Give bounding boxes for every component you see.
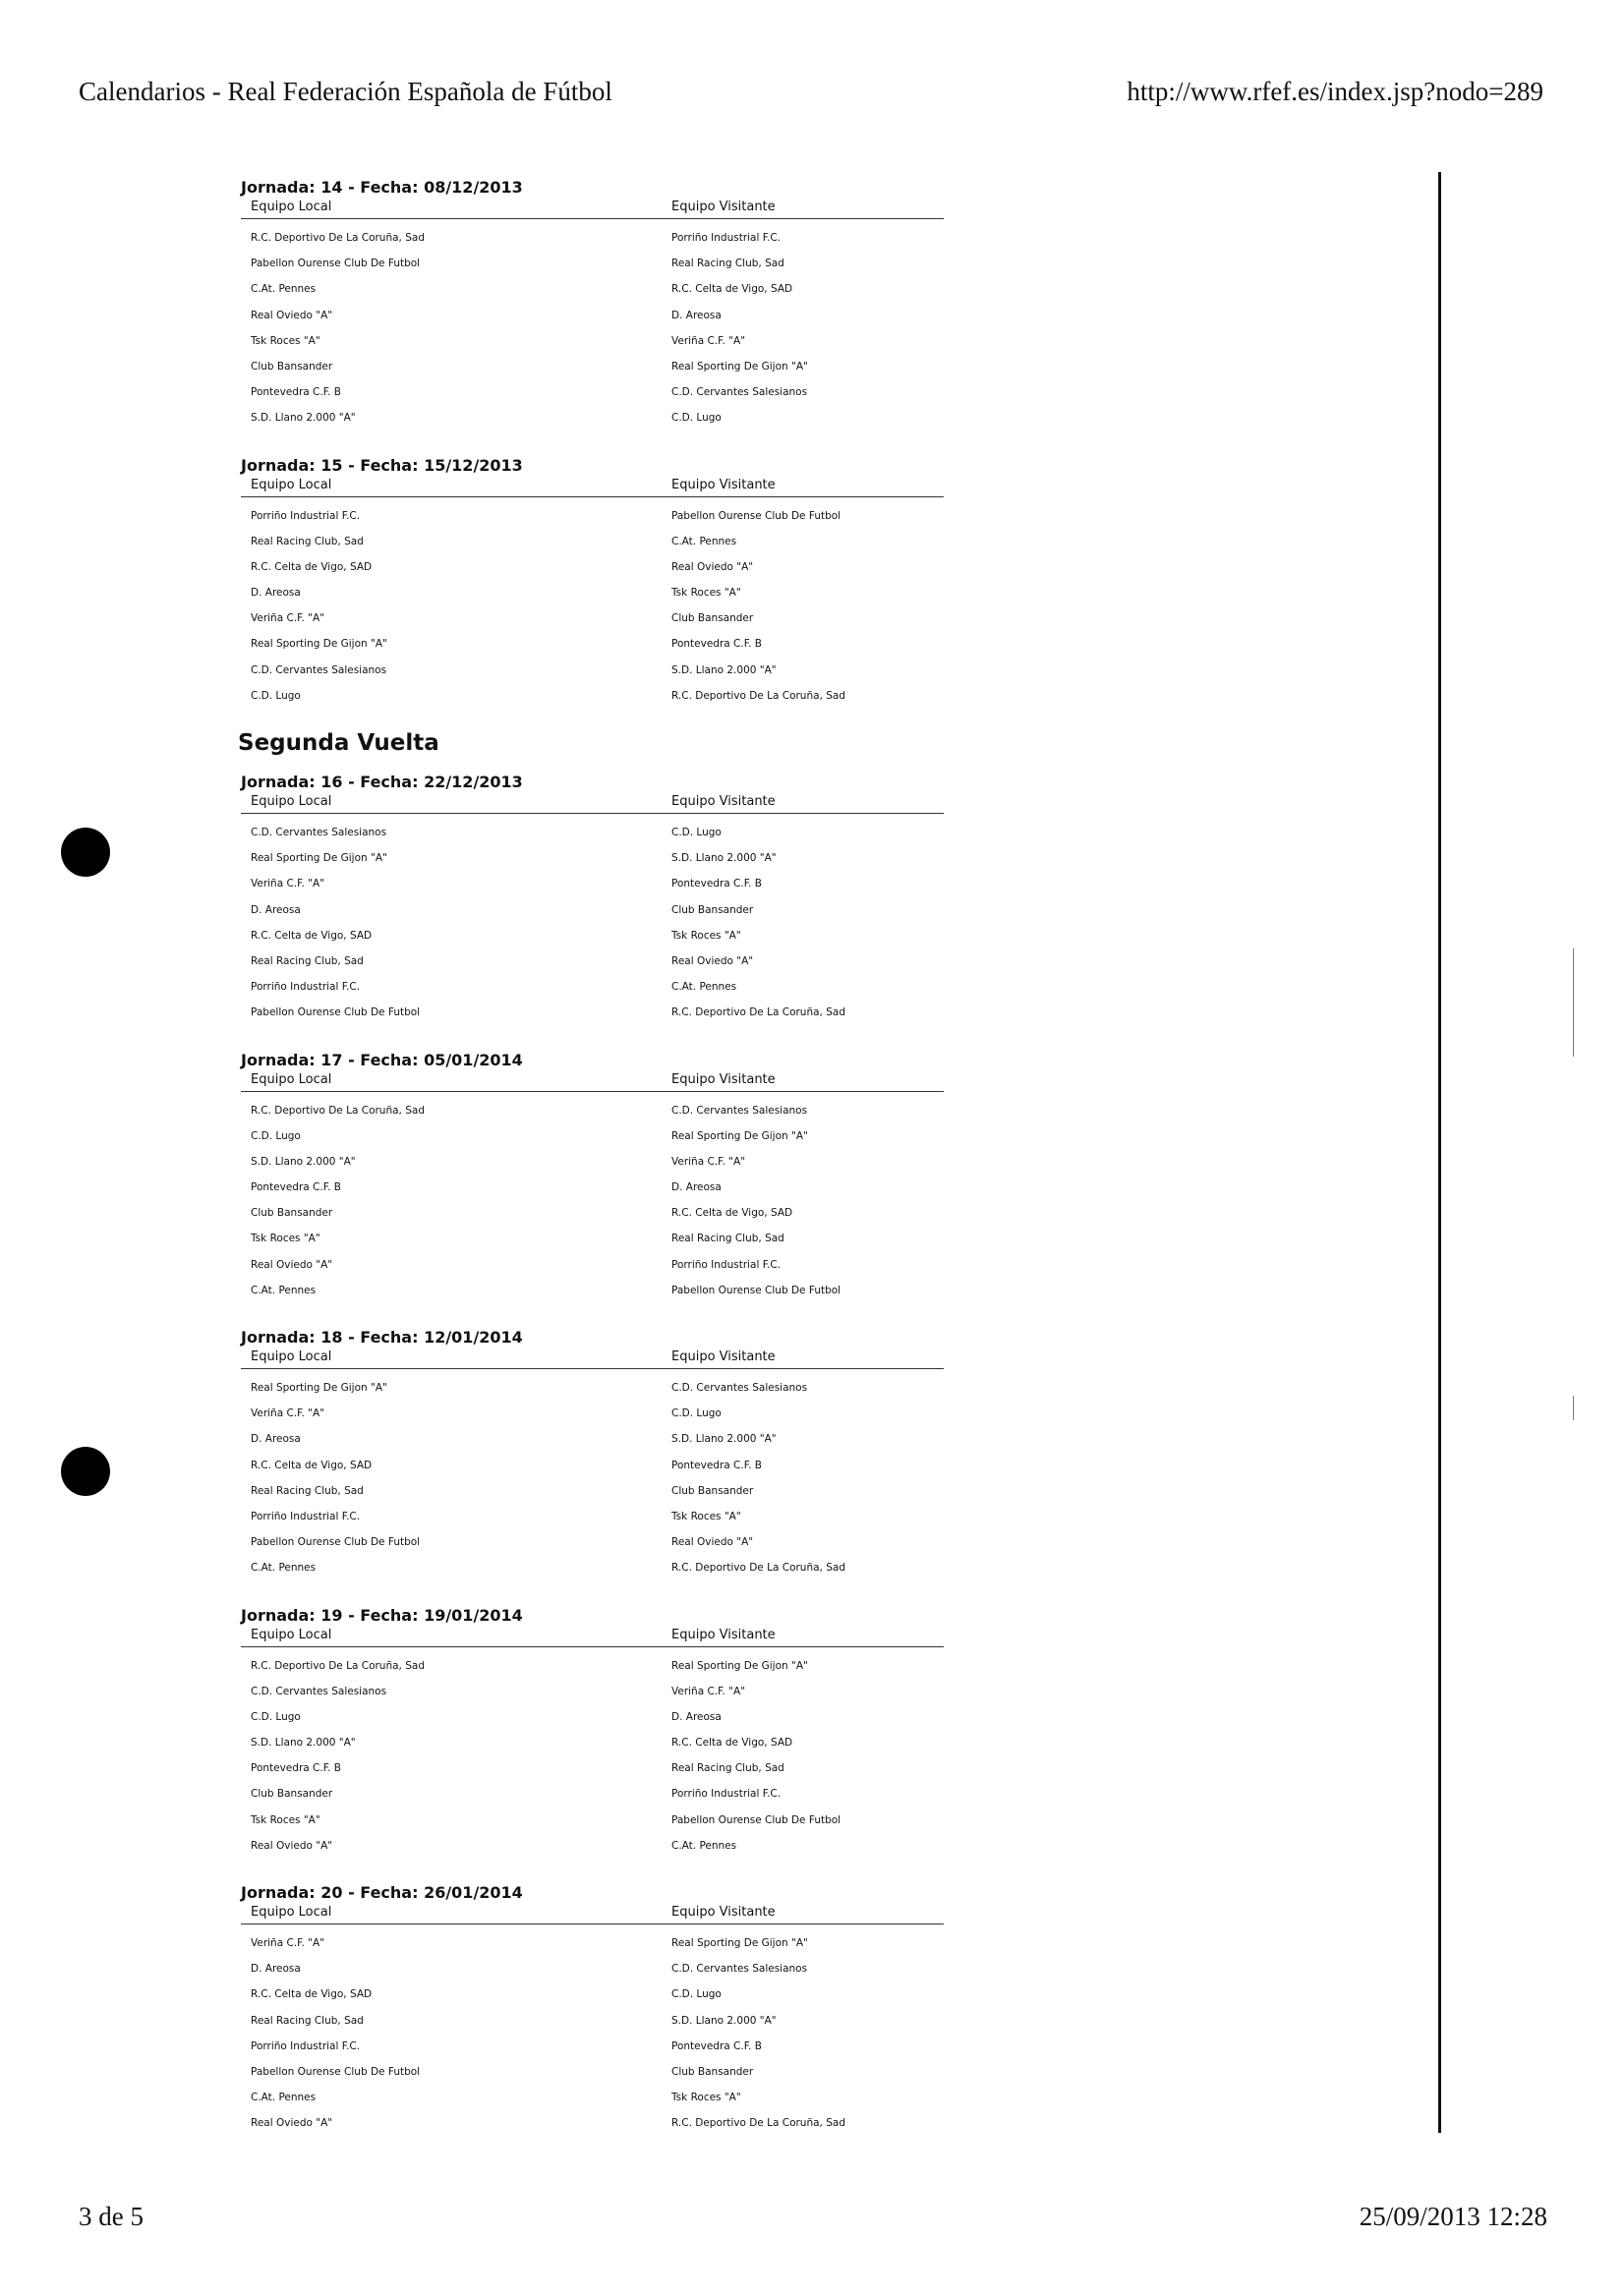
round-block: [241, 1050, 949, 1304]
home-team: Real Sporting De Gijon "A": [251, 852, 387, 865]
away-team: R.C. Celta de Vigo, SAD: [671, 1737, 793, 1750]
home-team: C.D. Lugo: [251, 689, 301, 702]
away-team: Real Racing Club, Sad: [671, 1762, 784, 1775]
away-team: Club Bansander: [671, 1484, 754, 1497]
scan-margin-line: [1438, 172, 1441, 2133]
column-header-local: Equipo Local: [251, 1349, 332, 1364]
match-row: [241, 1478, 949, 1504]
round-title: Jornada: 18 - Fecha: 12/01/2014: [241, 1328, 523, 1347]
match-row: [241, 1200, 949, 1226]
away-team: Real Oviedo "A": [671, 560, 754, 573]
round-title: Jornada: 15 - Fecha: 15/12/2013: [241, 455, 523, 475]
column-headers: [241, 199, 949, 216]
punch-hole: [61, 828, 110, 877]
match-row: [241, 1679, 949, 1704]
home-team: Real Racing Club, Sad: [251, 535, 364, 547]
match-row: [241, 303, 949, 328]
match-row: [241, 658, 949, 683]
home-team: Veriña C.F. "A": [251, 1407, 325, 1420]
away-team: C.D. Lugo: [671, 1988, 722, 2001]
home-team: Real Oviedo "A": [251, 2117, 333, 2130]
home-team: Veriña C.F. "A": [251, 878, 325, 890]
away-team: Real Racing Club, Sad: [671, 258, 784, 270]
round-block: [241, 772, 949, 1026]
round-title: Jornada: 19 - Fecha: 19/01/2014: [241, 1605, 523, 1625]
match-row: [241, 923, 949, 948]
home-team: D. Areosa: [251, 1433, 301, 1446]
home-team: R.C. Celta de Vigo, SAD: [251, 1459, 373, 1471]
home-team: Pontevedra C.F. B: [251, 1181, 341, 1194]
match-row: [241, 820, 949, 845]
match-row: [241, 328, 949, 354]
away-team: C.At. Pennes: [671, 981, 737, 994]
away-team: Veriña C.F. "A": [671, 1685, 746, 1697]
match-row: [241, 1098, 949, 1123]
match-row: [241, 379, 949, 405]
home-team: Pabellon Ourense Club De Futbol: [251, 2065, 421, 2078]
away-team: R.C. Deportivo De La Coruña, Sad: [671, 2117, 845, 2130]
round-title: Jornada: 20 - Fecha: 26/01/2014: [241, 1883, 523, 1902]
scan-mark: [1573, 948, 1574, 1057]
home-team: C.D. Lugo: [251, 1710, 301, 1723]
home-team: D. Areosa: [251, 1963, 301, 1976]
match-row: [241, 1781, 949, 1807]
home-team: Club Bansander: [251, 1788, 333, 1801]
home-team: D. Areosa: [251, 903, 301, 916]
away-team: Pontevedra C.F. B: [671, 638, 762, 651]
match-row: [241, 948, 949, 974]
page-number: 3 de 5: [79, 2202, 144, 2231]
away-team: R.C. Deportivo De La Coruña, Sad: [671, 1562, 845, 1575]
match-row: [241, 405, 949, 430]
match-row: [241, 2085, 949, 2110]
away-team: C.D. Cervantes Salesianos: [671, 1963, 808, 1976]
column-header-local: Equipo Local: [251, 1905, 332, 1920]
home-team: Porriño Industrial F.C.: [251, 1510, 361, 1522]
away-team: Real Sporting De Gijon "A": [671, 1937, 808, 1949]
home-team: R.C. Celta de Vigo, SAD: [251, 929, 373, 942]
away-team: Real Oviedo "A": [671, 1536, 754, 1549]
column-headers: [241, 1071, 949, 1089]
home-team: Real Racing Club, Sad: [251, 1484, 364, 1497]
match-row: [241, 1730, 949, 1755]
away-team: D. Areosa: [671, 1710, 722, 1723]
home-team: Veriña C.F. "A": [251, 612, 325, 625]
away-team: C.D. Lugo: [671, 412, 722, 425]
away-team: Pontevedra C.F. B: [671, 2039, 762, 2052]
home-team: S.D. Llano 2.000 "A": [251, 412, 356, 425]
away-team: Pontevedra C.F. B: [671, 878, 762, 890]
away-team: Pabellon Ourense Club De Futbol: [671, 509, 841, 522]
match-row: [241, 276, 949, 302]
page-header-url: http://www.rfef.es/index.jsp?nodo=289: [1127, 77, 1543, 106]
match-row: [241, 605, 949, 631]
home-team: Tsk Roces "A": [251, 1813, 320, 1826]
away-team: Real Sporting De Gijon "A": [671, 1129, 808, 1142]
match-row: [241, 354, 949, 379]
column-headers: [241, 793, 949, 811]
match-row: [241, 631, 949, 657]
away-team: Real Sporting De Gijon "A": [671, 1659, 808, 1672]
home-team: C.D. Lugo: [251, 1129, 301, 1142]
home-team: Real Racing Club, Sad: [251, 954, 364, 967]
away-team: Veriña C.F. "A": [671, 334, 746, 347]
away-team: R.C. Deportivo De La Coruña, Sad: [671, 689, 845, 702]
match-row: [241, 1555, 949, 1580]
match-row: [241, 2059, 949, 2085]
home-team: Pabellon Ourense Club De Futbol: [251, 1006, 421, 1019]
away-team: S.D. Llano 2.000 "A": [671, 852, 777, 865]
home-team: Real Racing Club, Sad: [251, 2014, 364, 2027]
home-team: Porriño Industrial F.C.: [251, 509, 361, 522]
match-row: [241, 871, 949, 896]
column-header-local: Equipo Local: [251, 200, 332, 214]
header-divider: [241, 218, 944, 219]
away-team: C.D. Cervantes Salesianos: [671, 1104, 808, 1117]
away-team: Porriño Industrial F.C.: [671, 1258, 782, 1271]
header-divider: [241, 1368, 944, 1369]
match-row: [241, 1401, 949, 1426]
away-team: C.At. Pennes: [671, 1839, 737, 1852]
round-block: [241, 1605, 949, 1860]
home-team: Real Sporting De Gijon "A": [251, 638, 387, 651]
away-team: Tsk Roces "A": [671, 1510, 741, 1522]
home-team: R.C. Deportivo De La Coruña, Sad: [251, 1104, 425, 1117]
home-team: C.At. Pennes: [251, 1562, 317, 1575]
home-team: Porriño Industrial F.C.: [251, 2039, 361, 2052]
punch-hole: [61, 1447, 110, 1496]
match-row: [241, 1653, 949, 1679]
match-row: [241, 1833, 949, 1859]
header-divider: [241, 1091, 944, 1092]
column-headers: [241, 477, 949, 494]
home-team: R.C. Celta de Vigo, SAD: [251, 1988, 373, 2001]
match-row: [241, 1755, 949, 1781]
column-header-visitor: Equipo Visitante: [671, 200, 776, 214]
home-team: Veriña C.F. "A": [251, 1937, 325, 1949]
away-team: R.C. Celta de Vigo, SAD: [671, 283, 793, 296]
away-team: Real Sporting De Gijon "A": [671, 360, 808, 373]
header-divider: [241, 1923, 944, 1924]
match-row: [241, 1504, 949, 1529]
away-team: Porriño Industrial F.C.: [671, 232, 782, 244]
match-row: [241, 1226, 949, 1251]
home-team: S.D. Llano 2.000 "A": [251, 1737, 356, 1750]
away-team: D. Areosa: [671, 1181, 722, 1194]
away-team: C.D. Cervantes Salesianos: [671, 1382, 808, 1394]
away-team: Veriña C.F. "A": [671, 1155, 746, 1168]
column-headers: [241, 1904, 949, 1922]
home-team: Pontevedra C.F. B: [251, 386, 341, 399]
match-row: [241, 1175, 949, 1200]
away-team: Tsk Roces "A": [671, 929, 741, 942]
round-block: [241, 177, 949, 431]
match-row: [241, 1808, 949, 1833]
away-team: Club Bansander: [671, 2065, 754, 2078]
home-team: S.D. Llano 2.000 "A": [251, 1155, 356, 1168]
home-team: R.C. Celta de Vigo, SAD: [251, 560, 373, 573]
away-team: C.At. Pennes: [671, 535, 737, 547]
home-team: Pabellon Ourense Club De Futbol: [251, 1536, 421, 1549]
match-row: [241, 2110, 949, 2136]
match-row: [241, 251, 949, 276]
home-team: D. Areosa: [251, 587, 301, 600]
schedule-list: [238, 177, 949, 2160]
round-block: [241, 1327, 949, 1581]
header-divider: [241, 813, 944, 814]
header-divider: [241, 496, 944, 497]
home-team: Club Bansander: [251, 1207, 333, 1220]
away-team: Club Bansander: [671, 903, 754, 916]
match-row: [241, 503, 949, 529]
home-team: R.C. Deportivo De La Coruña, Sad: [251, 232, 425, 244]
column-header-local: Equipo Local: [251, 1071, 332, 1087]
match-row: [241, 225, 949, 251]
away-team: Pabellon Ourense Club De Futbol: [671, 1813, 841, 1826]
round-title: Jornada: 14 - Fecha: 08/12/2013: [241, 178, 523, 197]
away-team: R.C. Celta de Vigo, SAD: [671, 1207, 793, 1220]
section-title: Segunda Vuelta: [238, 730, 439, 756]
away-team: Club Bansander: [671, 612, 754, 625]
column-header-local: Equipo Local: [251, 1627, 332, 1642]
match-row: [241, 1529, 949, 1555]
away-team: R.C. Deportivo De La Coruña, Sad: [671, 1006, 845, 1019]
column-header-visitor: Equipo Visitante: [671, 1627, 776, 1642]
match-row: [241, 897, 949, 923]
home-team: C.At. Pennes: [251, 1284, 317, 1296]
away-team: Tsk Roces "A": [671, 587, 741, 600]
print-timestamp: 25/09/2013 12:28: [1359, 2202, 1547, 2231]
match-row: [241, 1426, 949, 1452]
match-row: [241, 1123, 949, 1149]
match-row: [241, 2034, 949, 2059]
column-header-visitor: Equipo Visitante: [671, 1349, 776, 1364]
away-team: D. Areosa: [671, 309, 722, 321]
match-row: [241, 580, 949, 605]
home-team: Club Bansander: [251, 360, 333, 373]
home-team: Porriño Industrial F.C.: [251, 981, 361, 994]
match-row: [241, 845, 949, 871]
home-team: Pabellon Ourense Club De Futbol: [251, 258, 421, 270]
scan-mark: [1573, 1396, 1574, 1420]
column-headers: [241, 1349, 949, 1366]
away-team: Real Racing Club, Sad: [671, 1233, 784, 1245]
column-headers: [241, 1627, 949, 1644]
round-title: Jornada: 17 - Fecha: 05/01/2014: [241, 1050, 523, 1069]
round-block: [241, 1882, 949, 2137]
match-row: [241, 529, 949, 554]
column-header-visitor: Equipo Visitante: [671, 1071, 776, 1087]
match-row: [241, 1453, 949, 1478]
home-team: Tsk Roces "A": [251, 334, 320, 347]
header-divider: [241, 1646, 944, 1647]
column-header-local: Equipo Local: [251, 794, 332, 809]
column-header-visitor: Equipo Visitante: [671, 794, 776, 809]
match-row: [241, 683, 949, 709]
away-team: S.D. Llano 2.000 "A": [671, 1433, 777, 1446]
match-row: [241, 974, 949, 1000]
home-team: Real Oviedo "A": [251, 309, 333, 321]
match-row: [241, 1704, 949, 1730]
match-row: [241, 1149, 949, 1175]
round-block: [241, 455, 949, 710]
away-team: S.D. Llano 2.000 "A": [671, 663, 777, 676]
home-team: C.At. Pennes: [251, 2092, 317, 2104]
page-header-title: Calendarios - Real Federación Española de Fútbol: [79, 77, 612, 106]
column-header-visitor: Equipo Visitante: [671, 477, 776, 492]
away-team: Pabellon Ourense Club De Futbol: [671, 1284, 841, 1296]
match-row: [241, 2008, 949, 2034]
home-team: C.At. Pennes: [251, 283, 317, 296]
match-row: [241, 1000, 949, 1025]
away-team: Real Oviedo "A": [671, 954, 754, 967]
away-team: C.D. Cervantes Salesianos: [671, 386, 808, 399]
round-title: Jornada: 16 - Fecha: 22/12/2013: [241, 773, 523, 791]
away-team: Porriño Industrial F.C.: [671, 1788, 782, 1801]
column-header-local: Equipo Local: [251, 477, 332, 492]
match-row: [241, 1956, 949, 1981]
home-team: Real Sporting De Gijon "A": [251, 1382, 387, 1394]
home-team: Pontevedra C.F. B: [251, 1762, 341, 1775]
home-team: C.D. Cervantes Salesianos: [251, 1685, 387, 1697]
column-header-visitor: Equipo Visitante: [671, 1905, 776, 1920]
home-team: Real Oviedo "A": [251, 1258, 333, 1271]
away-team: C.D. Lugo: [671, 1407, 722, 1420]
match-row: [241, 1375, 949, 1401]
match-row: [241, 1981, 949, 2007]
away-team: S.D. Llano 2.000 "A": [671, 2014, 777, 2027]
match-row: [241, 1252, 949, 1278]
home-team: C.D. Cervantes Salesianos: [251, 827, 387, 838]
match-row: [241, 1278, 949, 1303]
home-team: Real Oviedo "A": [251, 1839, 333, 1852]
home-team: R.C. Deportivo De La Coruña, Sad: [251, 1659, 425, 1672]
away-team: Pontevedra C.F. B: [671, 1459, 762, 1471]
home-team: Tsk Roces "A": [251, 1233, 320, 1245]
home-team: C.D. Cervantes Salesianos: [251, 663, 387, 676]
match-row: [241, 554, 949, 580]
away-team: C.D. Lugo: [671, 827, 722, 838]
match-row: [241, 1930, 949, 1956]
away-team: Tsk Roces "A": [671, 2092, 741, 2104]
